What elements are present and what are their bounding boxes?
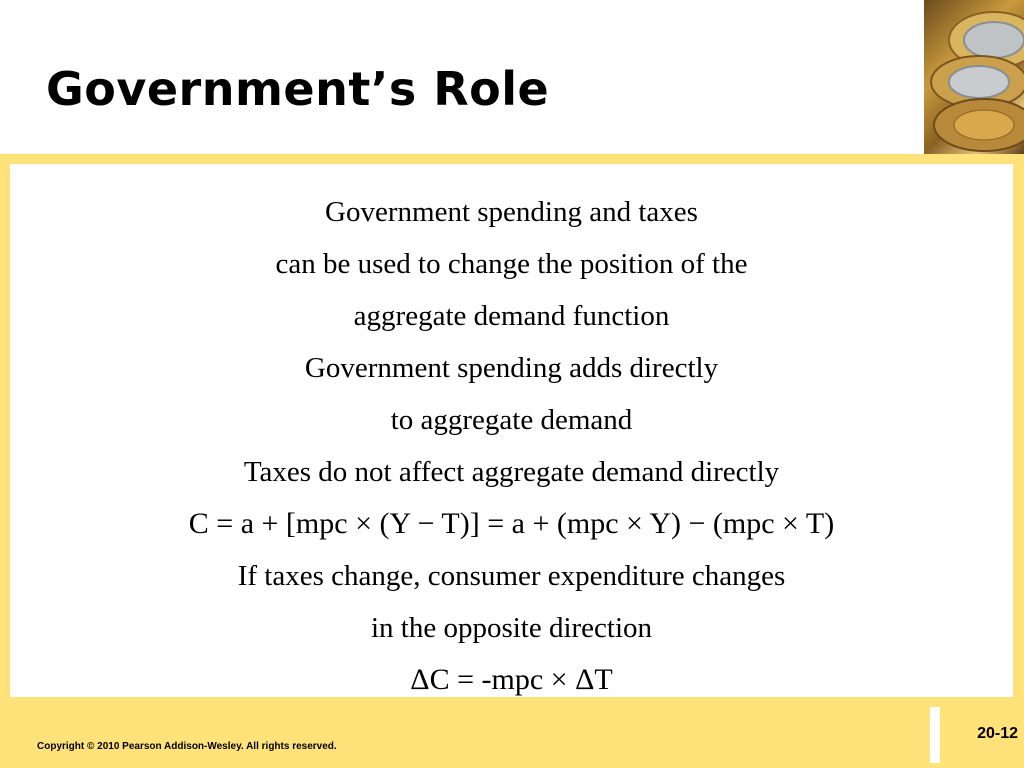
body-line: aggregate demand function	[353, 300, 670, 332]
page-number: 20-12	[977, 725, 1018, 742]
body-line: Government spending and taxes	[325, 196, 698, 228]
delta-equation: ΔC = -mpc × ΔT	[410, 663, 613, 696]
body-line: Taxes do not affect aggregate demand directly	[243, 456, 780, 488]
slide-title: Government’s Role	[46, 62, 550, 116]
body-line: in the opposite direction	[370, 612, 653, 644]
page-number-box	[930, 707, 1024, 763]
content-frame	[0, 154, 1024, 707]
coins-image	[924, 0, 1024, 156]
body-line: If taxes change, consumer expenditure changes	[237, 560, 786, 592]
footer	[0, 707, 1024, 768]
copyright-text: Copyright © 2010 Pearson Addison-Wesley. All rights reserved.	[37, 741, 337, 752]
body-line: can be used to change the position of the	[275, 248, 748, 280]
body-line: to aggregate demand	[390, 404, 633, 436]
consumption-equation: C = a + [mpc × (Y − T)] = a + (mpc × Y) − (mpc × T)	[188, 507, 835, 540]
content-panel	[10, 164, 1013, 697]
body-line: Government spending adds directly	[304, 352, 719, 384]
